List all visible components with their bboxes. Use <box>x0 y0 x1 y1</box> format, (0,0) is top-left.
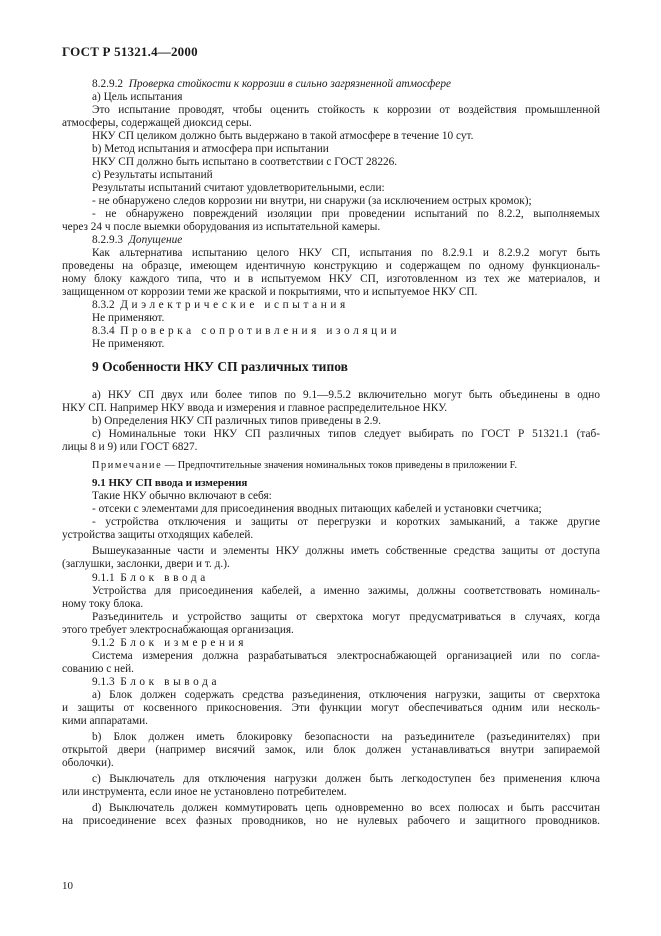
text-line: Это испытание проводят, чтобы оценить стойкость к коррозии от воздействия промышленной <box>92 104 600 116</box>
text-line: с) Номинальные токи НКУ СП различных типов следует выбирать по ГОСТ Р 51321.1 (таб- <box>92 428 600 440</box>
text-line: а) НКУ СП двух или более типов по 9.1—9.5.2 включительно могут быть объединены в одно <box>92 389 600 401</box>
text-line: устройства защиты отходящих кабелей. <box>62 529 254 541</box>
text-line: НКУ СП должно быть испытано в соответствии с ГОСТ 28226. <box>92 156 398 168</box>
clause-number: 8.2.9.3 <box>92 234 124 246</box>
text-line: или инструмента, если иное не установлено потребителем. <box>62 786 347 798</box>
clause-title: Блок измерения <box>120 637 248 649</box>
text-line: а) Блок должен содержать средства разъединения, отключения нагрузки, защиты от сверхтока <box>92 689 600 701</box>
clause-number: 8.2.9.2 <box>92 78 124 90</box>
subclause-heading <box>92 299 600 312</box>
clause-number: 8.3.4 <box>92 325 115 337</box>
text-line: - отсеки с элементами для присоединения вводных питающих кабелей и установки счетчика; <box>92 503 542 515</box>
text-line: b) Метод испытания и атмосфера при испытании <box>92 143 329 155</box>
text-line: а) Цель испытания <box>92 91 183 103</box>
text-line: НКУ СП целиком должно быть выдержано в такой атмосфере в течение 10 сут. <box>92 130 474 142</box>
text-line: проведены на образце, имеющем идентичную конструкцию и содержащем по одному функциональ- <box>62 260 600 272</box>
text-line: открытой двери (например висячий замок, или блок должен устанавливаться внутри запираемой <box>62 744 600 756</box>
note <box>92 459 600 472</box>
note-text: — Предпочтительные значения номинальных токов приведены в приложении F. <box>162 460 518 471</box>
text-line: через 24 ч после выемки оборудования из испытательной камеры. <box>62 221 381 233</box>
text-line: b) Блок должен иметь блокировку безопасности на разъединителе (разъединителях) при <box>92 731 600 743</box>
subclause-heading <box>92 234 600 247</box>
clause-number: 9.1.3 <box>92 676 115 688</box>
text-line: на присоединение всех фазных проводников, но не нулевых рабочего и защитного проводников. <box>62 815 600 827</box>
text-line: защищенном от коррозии теми же краской и покрытиями, что и испытуемое НКУ СП. <box>62 286 478 298</box>
text-line: Как альтернатива испытанию целого НКУ СП, испытания по 8.2.9.1 и 8.2.9.2 могут быть <box>92 247 600 259</box>
text-line: с) Выключатель для отключения нагрузки должен быть легкодоступен без применения ключа <box>92 773 600 785</box>
subclause-heading <box>92 325 600 338</box>
text-line: ному току блока. <box>62 598 144 610</box>
subclause-heading <box>92 676 600 689</box>
page-number: 10 <box>62 880 73 892</box>
clause-number: 9.1.2 <box>92 637 115 649</box>
subclause-heading <box>92 637 600 650</box>
text-line: сованию с ней. <box>62 663 134 675</box>
text-line: кими аппаратами. <box>62 715 149 727</box>
clause-title: Проверка стойкости к коррозии в сильно загрязненной атмосфере <box>128 78 451 90</box>
clause-number: 9.1.1 <box>92 572 115 584</box>
text-line: Результаты испытаний считают удовлетворительными, если: <box>92 182 385 194</box>
subclause-heading <box>92 572 600 585</box>
section-title: 9 Особенности НКУ СП различных типов <box>92 359 348 374</box>
text-line: этого требует электроснабжающая организация. <box>62 624 294 636</box>
text-line: ному блоку каждого типа, что и в испытуемом НКУ СП, изготовленном из тех же материалов, и <box>62 273 600 285</box>
text-line: с) Результаты испытаний <box>92 169 213 181</box>
text-line: - устройства отключения и защиты от перегрузки и коротких замыканий, а также другие <box>92 516 600 528</box>
text-line: Такие НКУ обычно включают в себя: <box>92 490 272 502</box>
text-line: и защиты от косвенного прикосновения. Эти функции могут обеспечиваться одним или несколь- <box>62 702 600 714</box>
text-line: d) Выключатель должен коммутировать цепь одновременно во всех полюсах и быть рассчитан <box>92 802 600 814</box>
clause-title: Проверка сопротивления изоляции <box>120 325 401 337</box>
text-line: НКУ СП. Например НКУ ввода и измерения и главное распределительное НКУ. <box>62 402 448 414</box>
clause-title: Блок ввода <box>120 572 209 584</box>
text-line: Вышеуказанные части и элементы НКУ должны иметь собственные средства защиты от доступа <box>92 545 600 557</box>
text-line: (заглушки, заслонки, двери и т. д.). <box>62 558 230 570</box>
text-line: оболочки). <box>62 757 114 769</box>
text-line: атмосферы, содержащей диоксид серы. <box>62 117 252 129</box>
text-line: Не применяют. <box>92 338 165 350</box>
subclause-heading <box>92 78 600 91</box>
text-line: b) Определения НКУ СП различных типов приведены в 2.9. <box>92 415 381 427</box>
text-line: Не применяют. <box>92 312 165 324</box>
text-line: Система измерения должна разрабатываться электроснабжающей организацией или по согла- <box>92 650 600 662</box>
text-line: лицы 8 и 9) или ГОСТ 6827. <box>62 441 198 453</box>
text-line: Устройства для присоединения кабелей, а именно зажимы, должны соответствовать номиналь- <box>92 585 600 597</box>
clause-title: Допущение <box>128 234 183 246</box>
text-line: - не обнаружено следов коррозии ни внутри, ни снаружи (за исключением острых кромок); <box>92 195 532 207</box>
note-label: Примечание <box>92 460 163 471</box>
text-line: - не обнаружено повреждений изоляции при проведении испытаний по 8.2.2, выполняемых <box>92 208 600 220</box>
clause-title: Диэлектрические испытания <box>120 299 349 311</box>
clause-number: 8.3.2 <box>92 299 115 311</box>
clause-title: Блок вывода <box>120 676 221 688</box>
text-line: Разъединитель и устройство защиты от сверхтока могут предусматриваться в случаях, когда <box>92 611 600 623</box>
subsection-heading: 9.1 НКУ СП ввода и измерения <box>92 477 248 489</box>
document-header: ГОСТ Р 51321.4—2000 <box>62 44 198 59</box>
